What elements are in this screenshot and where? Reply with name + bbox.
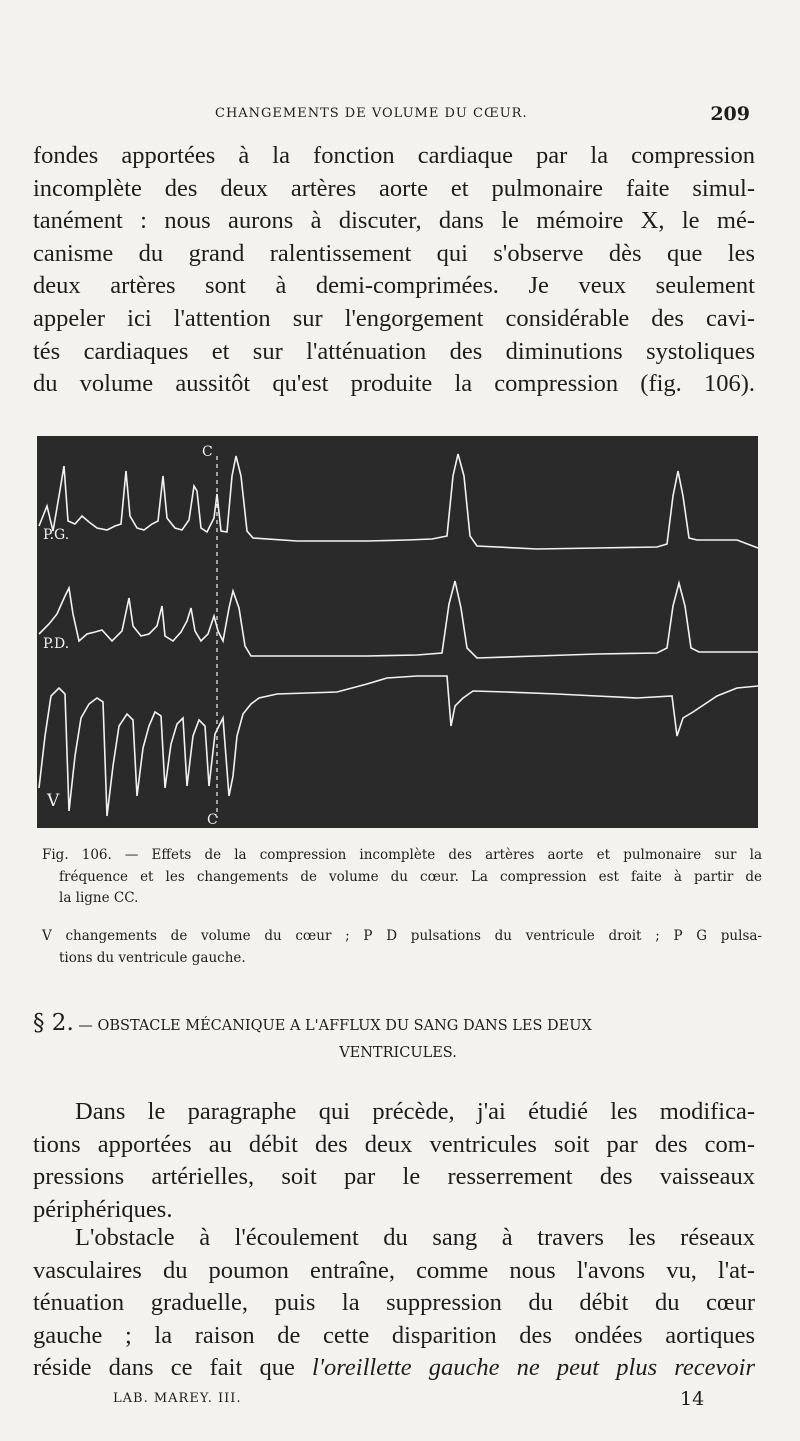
text-line: fondes apportées à la fonction cardiaque par la compression bbox=[33, 142, 755, 169]
text-plain: réside dans ce fait que bbox=[33, 1354, 312, 1382]
legend-line: tions du ventricule gauche. bbox=[59, 949, 246, 966]
text-line: appeler ici l'attention sur l'engorgement considérable des cavi- bbox=[33, 304, 755, 332]
running-head bbox=[0, 103, 800, 126]
caption-line: Fig. 106. — Effets de la compression incomplète des artères aorte et pulmonaire sur la bbox=[42, 847, 762, 863]
marker-c-top: C bbox=[202, 444, 213, 460]
text-line: périphériques. bbox=[33, 1195, 173, 1223]
text-line: L'obstacle à l'écoulement du sang à travers les réseaux bbox=[75, 1224, 755, 1251]
page-footer bbox=[0, 1388, 800, 1413]
label-v: V bbox=[47, 791, 60, 811]
text-line: ténuation graduelle, puis la suppression du débit du cœur bbox=[33, 1289, 755, 1317]
paragraph-2 bbox=[33, 1096, 755, 1226]
figure-legend bbox=[42, 926, 762, 969]
text-line: du volume aussitôt qu'est produite la compression (fig. 106). bbox=[33, 370, 755, 398]
paragraph-3 bbox=[33, 1222, 755, 1385]
text-line: vasculaires du poumon entraîne, comme nous l'avons vu, l'at- bbox=[33, 1256, 755, 1284]
caption-line: la ligne CC. bbox=[59, 890, 139, 906]
text-line: Dans le paragraphe qui précède, j'ai étudié les modifica- bbox=[75, 1098, 755, 1125]
marker-c-bottom: C bbox=[207, 812, 218, 828]
caption-line: fréquence et les changements de volume du cœur. La compression est faite à partir de bbox=[59, 868, 762, 885]
text-italic: l'oreillette gauche ne peut plus recevoir bbox=[311, 1354, 755, 1382]
tracing-svg bbox=[37, 436, 758, 828]
text-line: pressions artérielles, soit par le resserrement des vaisseaux bbox=[33, 1163, 755, 1191]
text-line: incomplète des deux artères aorte et pulmonaire faite simul- bbox=[33, 174, 755, 202]
figure-background bbox=[37, 436, 758, 828]
section-heading bbox=[33, 1010, 763, 1067]
section-title-line2: VENTRICULES. bbox=[339, 1045, 457, 1061]
section-number: § 2. bbox=[33, 1010, 74, 1036]
text-line: canisme du grand ralentissement qui s'observe dès que les bbox=[33, 239, 755, 267]
text-line: gauche ; la raison de cette disparition des ondées aortiques bbox=[33, 1321, 755, 1349]
text-line: tions apportées au débit des deux ventricules soit par des com- bbox=[33, 1130, 755, 1158]
text-line: tés cardiaques et sur l'atténuation des diminutions systoliques bbox=[33, 337, 755, 365]
text-line: deux artères sont à demi-comprimées. Je veux seulement bbox=[33, 272, 755, 300]
section-title-line1: — OBSTACLE MÉCANIQUE A L'AFFLUX DU SANG DANS LES DEUX bbox=[78, 1018, 592, 1034]
text-line bbox=[33, 1352, 755, 1385]
label-pd: P.D. bbox=[43, 636, 70, 652]
running-title: CHANGEMENTS DE VOLUME DU CŒUR. bbox=[215, 106, 528, 121]
footer-signature: LAB. MAREY. III. bbox=[113, 1391, 242, 1406]
label-pg: P.G. bbox=[43, 527, 70, 543]
figure-106-tracing bbox=[37, 436, 758, 828]
top-paragraph bbox=[33, 140, 755, 401]
page-number: 209 bbox=[710, 103, 750, 125]
figure-caption bbox=[42, 845, 762, 910]
text-line: tanément : nous aurons à discuter, dans le mémoire X, le mé- bbox=[33, 207, 755, 235]
legend-line: V changements de volume du cœur ; P D pulsations du ventricule droit ; P G pulsa- bbox=[42, 928, 762, 944]
footer-sheet-number: 14 bbox=[680, 1388, 705, 1410]
